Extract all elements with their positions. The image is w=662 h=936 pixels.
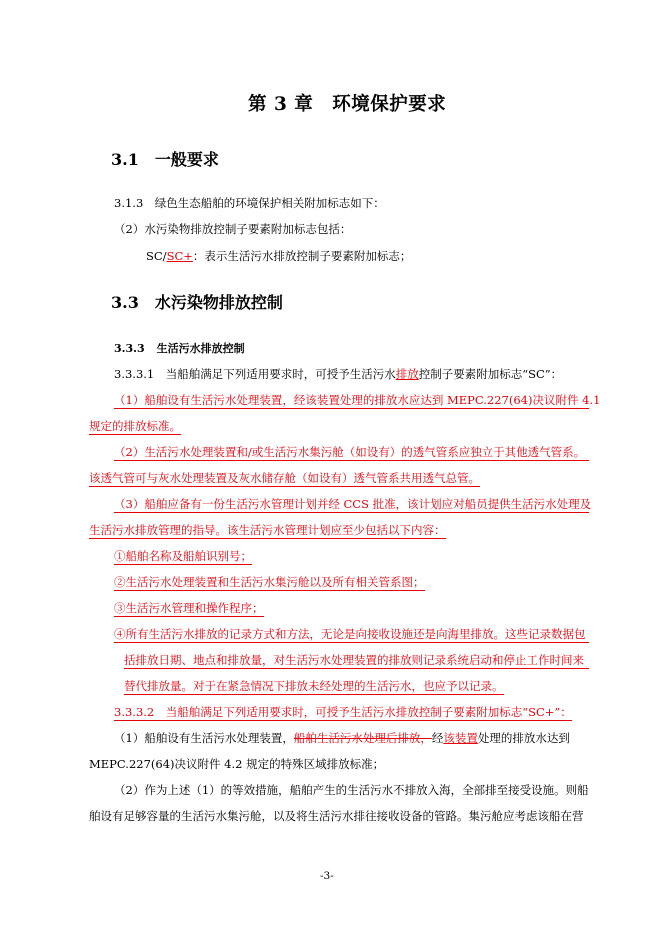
red-sub-item-4-line-1: ④所有生活污水排放的记录方式和方法，无论是向接收设施还是向海里排放。这些记录数据包 [114, 626, 589, 643]
section-number: 3.3 [111, 293, 139, 312]
sc-plus-item-1-line-1 [114, 730, 570, 746]
deleted-text: 船舶生活污水处理后排放， [293, 731, 432, 745]
red-sub-item-2: ②生活污水处理装置和生活污水集污舱以及所有相关管系图； [114, 575, 425, 589]
red-sub-item-3: ③生活污水管理和操作程序； [114, 601, 264, 615]
sc-plus-item-1-line-2: MEPC.227(64)决议附件 4.2 规定的特殊区域排放标准； [89, 757, 385, 771]
inserted-text: 排放 [395, 367, 419, 381]
clause-3-1-3-item-2: （2）水污染物排放控制子要素附加标志包括： [114, 222, 352, 236]
sc-plus-item-2-line-2: 舶设有足够容量的生活污水集污舱，以及将生活污水排往接收设备的管路。集污舱应考虑该船在营 [89, 809, 584, 823]
page-number: -3- [320, 870, 334, 882]
red-sub-item-4-line-2: 括排放日期、地点和排放量，对生活污水处理装置的排放则记录系统启动和停止工作时间来 [124, 652, 589, 669]
section-3-3-heading [111, 290, 283, 313]
section-number: 3.1 [111, 150, 139, 169]
clause-3-3-3-2: 3.3.3.2 当船舶满足下列适用要求时，可授予生活污水排放控制子要素附加标志“SC+”： [114, 705, 572, 719]
section-title: 水污染物排放控制 [154, 293, 283, 312]
clause-3-3-3-1 [114, 366, 562, 382]
section-3-3-3-heading [114, 340, 245, 356]
red-item-1-line-2: 规定的排放标准。 [89, 419, 181, 433]
section-number: 3.3.3 [114, 342, 145, 355]
red-sub-item-1: ①船舶名称及船舶识别号； [114, 549, 252, 563]
section-title: 生活污水排放控制 [156, 342, 245, 355]
sc-plus-item-2-line-1: （2）作为上述（1）的等效措施，船舶产生的生活污水不排放入海，全部排至接受设施。则船 [114, 783, 589, 797]
red-item-1-line-1: （1）船舶设有生活污水处理装置，经该装置处理的排放水应达到 MEPC.227(64)决议附件 4.1 [114, 393, 601, 407]
item-text: 处理的排放水达到 [477, 731, 570, 745]
red-sub-item-4-line-3: 替代排放量。对于在紧急情况下排放未经处理的生活污水，也应予以记录。 [124, 679, 504, 693]
clause-3-1-3: 3.1.3 绿色生态船舶的环境保护相关附加标志如下： [114, 196, 385, 210]
chapter-title: 第 3 章 环境保护要求 [248, 94, 447, 115]
red-item-3-line-2: 生活污水排放管理的指导。该生活污水管理计划应至少包括以下内容： [89, 523, 446, 537]
clause-text: 控制子要素附加标志“SC”： [418, 367, 563, 381]
clause-text: 3.3.3.1 当船舶满足下列适用要求时，可授予生活污水 [114, 367, 396, 381]
red-item-2-line-2: 该透气管可与灰水处理装置及灰水储存舱（如设有）透气管系共用透气总管。 [89, 471, 480, 485]
item-text: （1）船舶设有生活污水处理装置， [114, 731, 294, 745]
section-3-1-heading [111, 147, 219, 170]
section-title: 一般要求 [154, 150, 219, 169]
sc-plus-inserted: SC+ [166, 249, 193, 263]
sc-prefix: SC/ [146, 249, 167, 263]
red-item-2-line-1: （2）生活污水处理装置和/或生活污水集污舱（如设有）的透气管系应独立于其他透气管系。 [114, 444, 589, 461]
sc-description: ：表示生活污水排放控制子要素附加标志； [192, 249, 412, 263]
item-text: 经 [431, 731, 444, 745]
sc-notation-line [146, 248, 411, 264]
red-item-3-line-1: （3）船舶应备有一份生活污水管理计划并经 CCS 批准，该计划应对船员提供生活污水处理及 [114, 497, 592, 511]
inserted-text: 该装置 [443, 731, 478, 745]
